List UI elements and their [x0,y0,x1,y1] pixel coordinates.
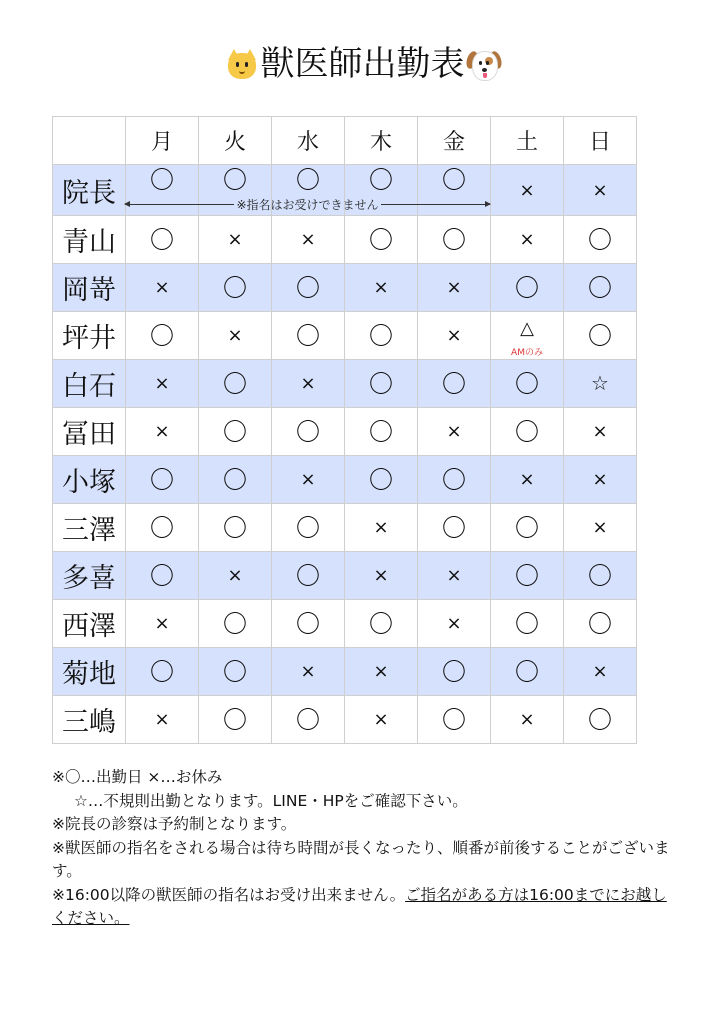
schedule-cell [418,696,491,744]
schedule-cell [126,408,199,456]
schedule-cell [126,264,199,312]
off-mark: × [373,277,389,298]
partial-mark: △ [520,318,534,339]
corner-cell [53,117,126,165]
vet-name: 小塚 [53,456,126,504]
schedule-cell [564,216,637,264]
off-mark: × [227,565,243,586]
schedule-cell [126,456,199,504]
schedule-cell [491,408,564,456]
working-mark: 〇 [150,321,174,350]
working-mark: 〇 [296,561,320,590]
working-mark: 〇 [296,417,320,446]
schedule-cell [491,456,564,504]
working-mark: 〇 [442,513,466,542]
vet-name: 西澤 [53,600,126,648]
off-mark: × [227,325,243,346]
working-mark: 〇 [369,166,393,194]
working-mark: 〇 [588,561,612,590]
schedule-cell [199,600,272,648]
schedule-cell [199,216,272,264]
table-row [53,216,637,264]
working-mark: 〇 [588,225,612,254]
schedule-cell [345,504,418,552]
table-row [53,552,637,600]
schedule-cell [199,504,272,552]
working-mark: 〇 [150,657,174,686]
off-mark: × [154,421,170,442]
right-arrow-icon [381,204,490,205]
off-mark: × [592,661,608,682]
schedule-cell [272,648,345,696]
schedule-cell [199,408,272,456]
off-mark: × [300,469,316,490]
working-mark: 〇 [223,609,247,638]
schedule-cell [199,312,272,360]
schedule-cell [345,552,418,600]
day-header: 月 [126,117,199,165]
schedule-cell [418,360,491,408]
schedule-cell [272,552,345,600]
header-row [53,117,637,165]
schedule-cell [272,696,345,744]
schedule-cell [564,360,637,408]
schedule-cell [345,264,418,312]
schedule-cell [491,696,564,744]
working-mark: 〇 [223,513,247,542]
schedule-cell [491,648,564,696]
am-only-note: AMのみ [511,348,543,358]
off-mark: × [592,469,608,490]
schedule-cell [564,312,637,360]
working-mark: 〇 [223,705,247,734]
vet-name: 白石 [53,360,126,408]
cat-face-icon [225,47,259,81]
schedule-cell [199,456,272,504]
schedule-cell [418,312,491,360]
working-mark: 〇 [150,225,174,254]
dog-face-icon [467,47,501,81]
schedule-cell [418,600,491,648]
off-mark: × [446,565,462,586]
working-mark: 〇 [442,465,466,494]
working-mark: 〇 [369,465,393,494]
off-mark: × [519,179,535,201]
schedule-cell [272,360,345,408]
note-star: ☆…不規則出勤となります。LINE・HPをご確認下さい。 [74,791,468,810]
schedule-cell [345,456,418,504]
off-mark: × [446,277,462,298]
schedule-cell [345,648,418,696]
schedule-cell [564,165,637,216]
left-arrow-icon [125,204,234,205]
schedule-cell [564,600,637,648]
schedule-cell [345,696,418,744]
working-mark: 〇 [223,657,247,686]
working-mark: 〇 [296,705,320,734]
working-mark: 〇 [588,705,612,734]
day-header: 木 [345,117,418,165]
working-mark: 〇 [296,273,320,302]
off-mark: × [446,325,462,346]
schedule-cell [564,696,637,744]
vet-name: 三澤 [53,504,126,552]
schedule-cell [199,264,272,312]
schedule-cell [126,312,199,360]
schedule-cell [345,312,418,360]
working-mark: 〇 [369,225,393,254]
working-mark: 〇 [442,369,466,398]
schedule-cell [126,360,199,408]
vet-name: 院長 [53,165,126,216]
working-mark: 〇 [296,609,320,638]
table-row [53,408,637,456]
working-mark: 〇 [515,273,539,302]
schedule-cell [345,600,418,648]
schedule-cell [272,216,345,264]
off-mark: × [373,565,389,586]
table-row [53,360,637,408]
schedule-cell [491,312,564,360]
schedule-cell [126,552,199,600]
working-mark: 〇 [369,417,393,446]
note-director: ※院長の診察は予約制となります。 [52,815,297,833]
working-mark: 〇 [442,705,466,734]
schedule-cell [418,552,491,600]
schedule-cell [199,552,272,600]
schedule-cell [418,408,491,456]
table-row [53,264,637,312]
day-header: 金 [418,117,491,165]
table-row [53,504,637,552]
schedule-cell [491,165,564,216]
working-mark: 〇 [223,166,247,194]
schedule-cell [491,264,564,312]
note-legend: ※〇…出勤日 ×…お休み [52,768,223,786]
off-mark: × [592,517,608,538]
working-mark: 〇 [369,321,393,350]
off-mark: × [519,469,535,490]
director-note-text: ※指名はお受けできません [236,197,379,212]
working-mark: 〇 [369,609,393,638]
notes-section [52,766,677,931]
schedule-cell [126,696,199,744]
note-nomination-wait: ※獣医師の指名をされる場合は待ち時間が長くなったり、順番が前後することがございます。 [52,838,670,880]
off-mark: × [373,661,389,682]
schedule-cell [345,360,418,408]
note-deadline-underlined: ご指名がある方は16:00までにお越しください。 [52,885,667,927]
schedule-cell [272,264,345,312]
working-mark: 〇 [223,417,247,446]
schedule-cell [272,312,345,360]
working-mark: 〇 [150,166,174,194]
working-mark: 〇 [515,369,539,398]
working-mark: 〇 [588,273,612,302]
schedule-cell [418,504,491,552]
off-mark: × [300,661,316,682]
table-row [53,600,637,648]
irregular-star-mark: ☆ [591,371,609,395]
schedule-cell [199,648,272,696]
schedule-cell [564,504,637,552]
working-mark: 〇 [223,369,247,398]
off-mark: × [373,709,389,730]
off-mark: × [446,421,462,442]
schedule-cell [418,216,491,264]
vet-name: 坪井 [53,312,126,360]
working-mark: 〇 [515,657,539,686]
schedule-cell [272,456,345,504]
vet-name: 岡嵜 [53,264,126,312]
off-mark: × [154,613,170,634]
schedule-cell [564,456,637,504]
schedule-cell [418,648,491,696]
working-mark: 〇 [515,417,539,446]
working-mark: 〇 [588,321,612,350]
schedule-cell [491,552,564,600]
vet-name: 多喜 [53,552,126,600]
working-mark: 〇 [296,513,320,542]
working-mark: 〇 [515,609,539,638]
schedule-cell [126,216,199,264]
off-mark: × [519,709,535,730]
working-mark: 〇 [223,465,247,494]
working-mark: 〇 [442,657,466,686]
schedule-cell [491,216,564,264]
partial-day-wrap [491,318,563,358]
director-no-nomination-note [125,196,490,212]
vet-name: 青山 [53,216,126,264]
schedule-cell [491,504,564,552]
day-header: 土 [491,117,564,165]
working-mark: 〇 [296,321,320,350]
schedule-cell [345,216,418,264]
off-mark: × [227,229,243,250]
working-mark: 〇 [369,369,393,398]
off-mark: × [446,613,462,634]
schedule-cell [199,360,272,408]
off-mark: × [592,421,608,442]
note-nomination-deadline [52,884,677,931]
schedule-cell [564,408,637,456]
schedule-cell [272,408,345,456]
working-mark: 〇 [442,225,466,254]
schedule-cell [564,264,637,312]
schedule-cell [491,600,564,648]
working-mark: 〇 [515,513,539,542]
table-row [53,312,637,360]
day-header: 日 [564,117,637,165]
vet-name: 三嶋 [53,696,126,744]
note-deadline-text: ※16:00以降の獣医師の指名はお受け出来ません。 [52,885,406,904]
working-mark: 〇 [223,273,247,302]
vet-name: 冨田 [53,408,126,456]
schedule-cell [272,504,345,552]
off-mark: × [154,373,170,394]
working-mark: 〇 [588,609,612,638]
off-mark: × [300,373,316,394]
working-mark: 〇 [296,166,320,194]
schedule-cell [564,648,637,696]
schedule-cell [564,552,637,600]
schedule-cell [126,600,199,648]
off-mark: × [592,179,608,201]
day-header: 水 [272,117,345,165]
schedule-cell [199,696,272,744]
working-mark: 〇 [442,166,466,194]
working-mark: 〇 [150,465,174,494]
title-text: 獣医師出勤表 [260,44,465,84]
working-mark: 〇 [150,513,174,542]
day-header: 火 [199,117,272,165]
schedule-cell [272,600,345,648]
working-mark: 〇 [150,561,174,590]
working-mark: 〇 [515,561,539,590]
schedule-cell [418,264,491,312]
off-mark: × [300,229,316,250]
table-row [53,648,637,696]
off-mark: × [154,277,170,298]
schedule-cell [345,408,418,456]
vet-name: 菊地 [53,648,126,696]
schedule-cell [126,648,199,696]
schedule-cell [418,456,491,504]
schedule-cell [126,504,199,552]
table-row [53,456,637,504]
page-title [0,42,725,86]
table-row [53,696,637,744]
off-mark: × [519,229,535,250]
off-mark: × [373,517,389,538]
schedule-cell [491,360,564,408]
off-mark: × [154,709,170,730]
